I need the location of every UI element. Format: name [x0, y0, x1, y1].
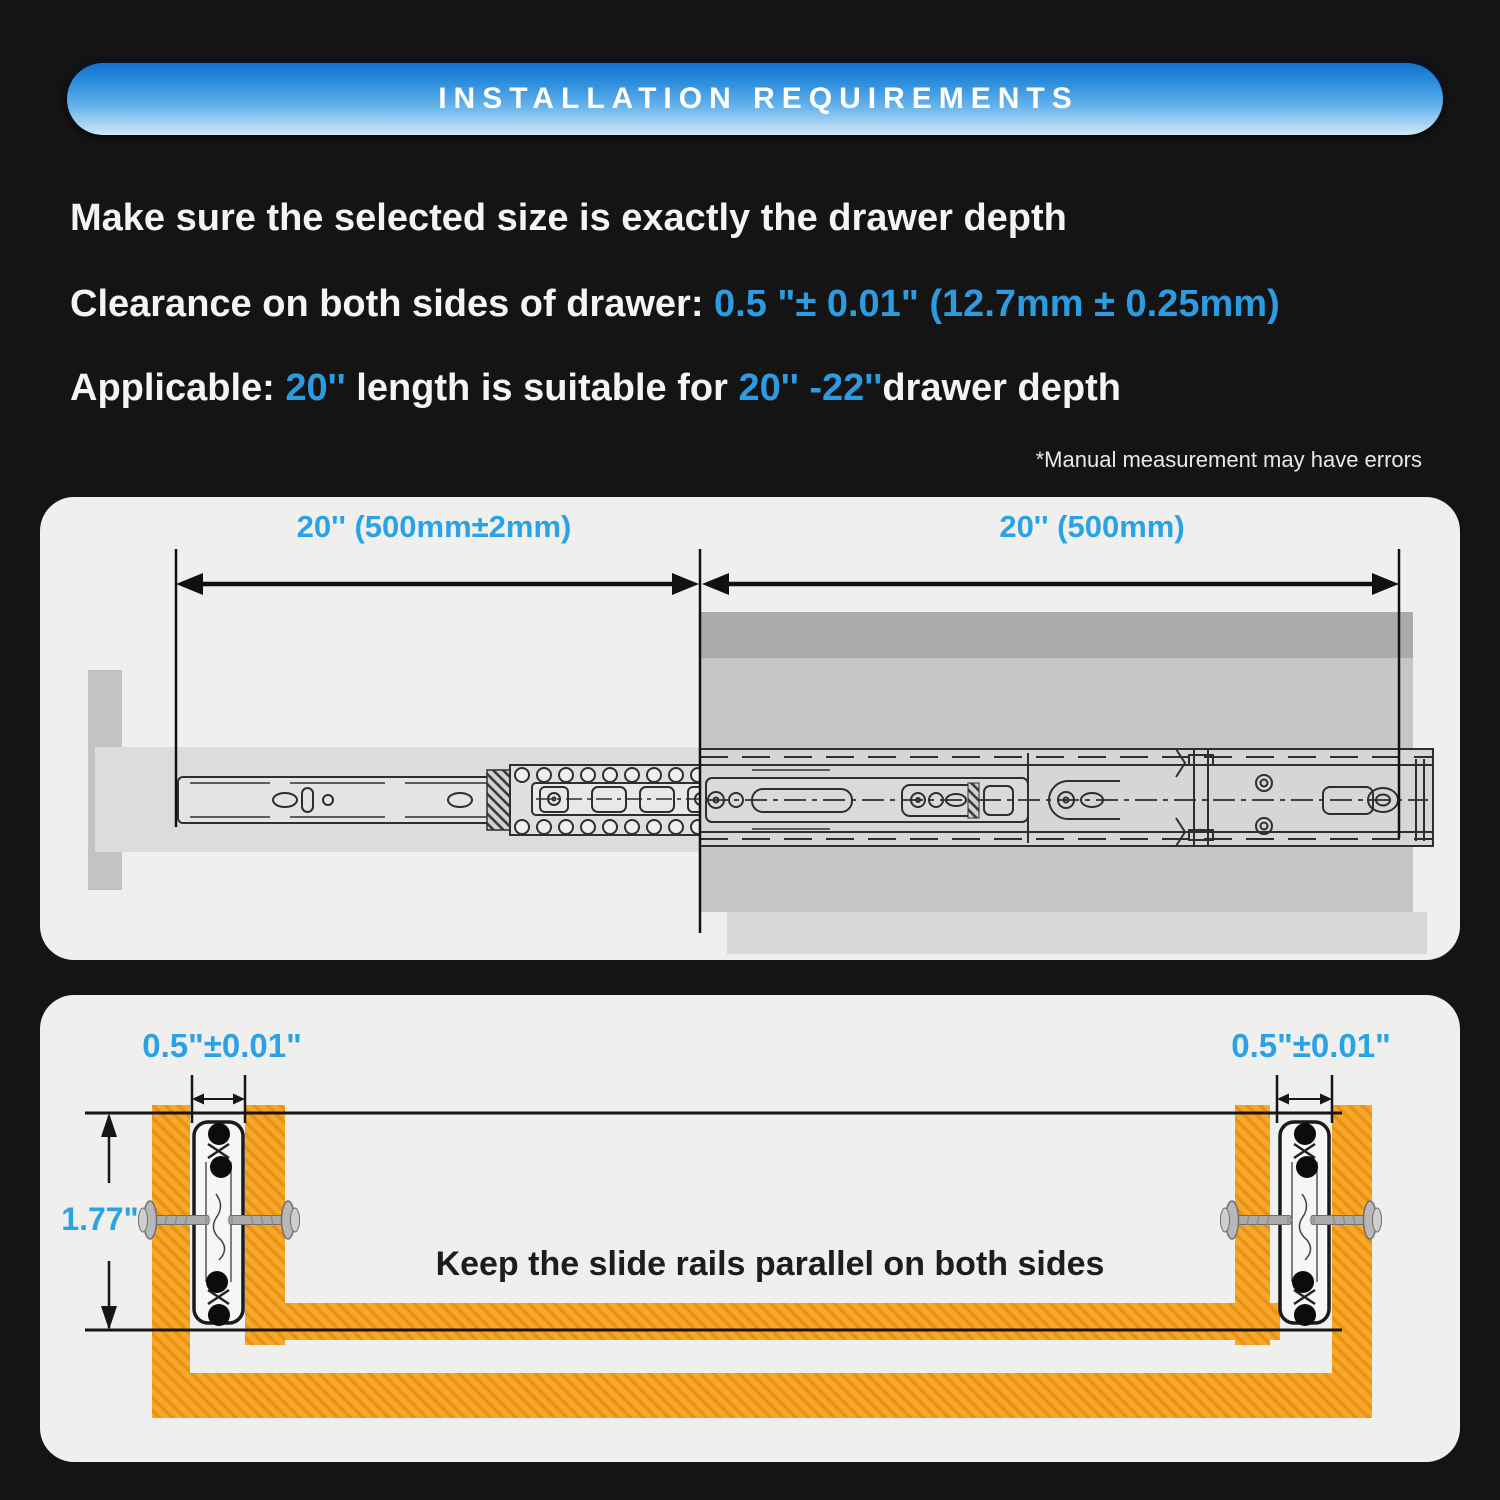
mounting-screws — [139, 1201, 1382, 1239]
rail-cross-section-drawing — [40, 995, 1460, 1462]
intro-line-1 — [70, 195, 1067, 241]
clearance-label: Clearance on both sides of drawer: — [70, 283, 715, 325]
banner — [67, 63, 1443, 135]
slide-rail-top-view-drawing — [40, 497, 1460, 960]
parallel-caption: Keep the slide rails parallel on both sides — [435, 1245, 1105, 1283]
clearance-dimension-right: 0.5"±0.01" — [1231, 1027, 1391, 1064]
rail-length-dimension: 20'' (500mm±2mm) — [296, 509, 572, 544]
intro-line-2 — [70, 281, 1280, 327]
clearance-diagram-panel — [40, 995, 1460, 1462]
length-diagram-panel — [40, 497, 1460, 960]
intro-line-1-text: Make sure the selected size is exactly the drawer depth — [70, 197, 1067, 239]
intro-line-3 — [70, 365, 1121, 411]
applicable-range: 20'' -22'' — [738, 367, 883, 409]
clearance-value: 0.5 "± 0.01" (12.7mm ± 0.25mm) — [714, 283, 1280, 325]
applicable-label: Applicable: — [70, 367, 286, 409]
drawer-depth-dimension: 20'' (500mm) — [999, 509, 1185, 544]
arrow-down-icon — [101, 1306, 117, 1330]
arrow-up-icon — [101, 1113, 117, 1137]
drawer-frame-cross-section — [245, 1105, 1280, 1345]
clearance-dimension-left: 0.5"±0.01" — [142, 1027, 302, 1064]
applicable-size: 20'' — [285, 367, 346, 409]
applicable-mid: length is suitable for — [345, 367, 739, 409]
arrowhead-mid-left-icon — [702, 573, 729, 595]
applicable-suffix: drawer depth — [882, 367, 1121, 409]
measurement-disclaimer: *Manual measurement may have errors — [1035, 447, 1422, 472]
arrowhead-left-icon — [176, 573, 203, 595]
arrowhead-right-icon — [1372, 573, 1399, 595]
rail-height-dimension: 1.77" — [61, 1201, 139, 1237]
banner-title: INSTALLATION REQUIREMENTS — [438, 82, 1079, 115]
clearance-dimension-left-lines — [192, 1075, 245, 1123]
arrowhead-mid-right-icon — [672, 573, 699, 595]
clearance-dimension-right-lines — [1277, 1075, 1332, 1123]
